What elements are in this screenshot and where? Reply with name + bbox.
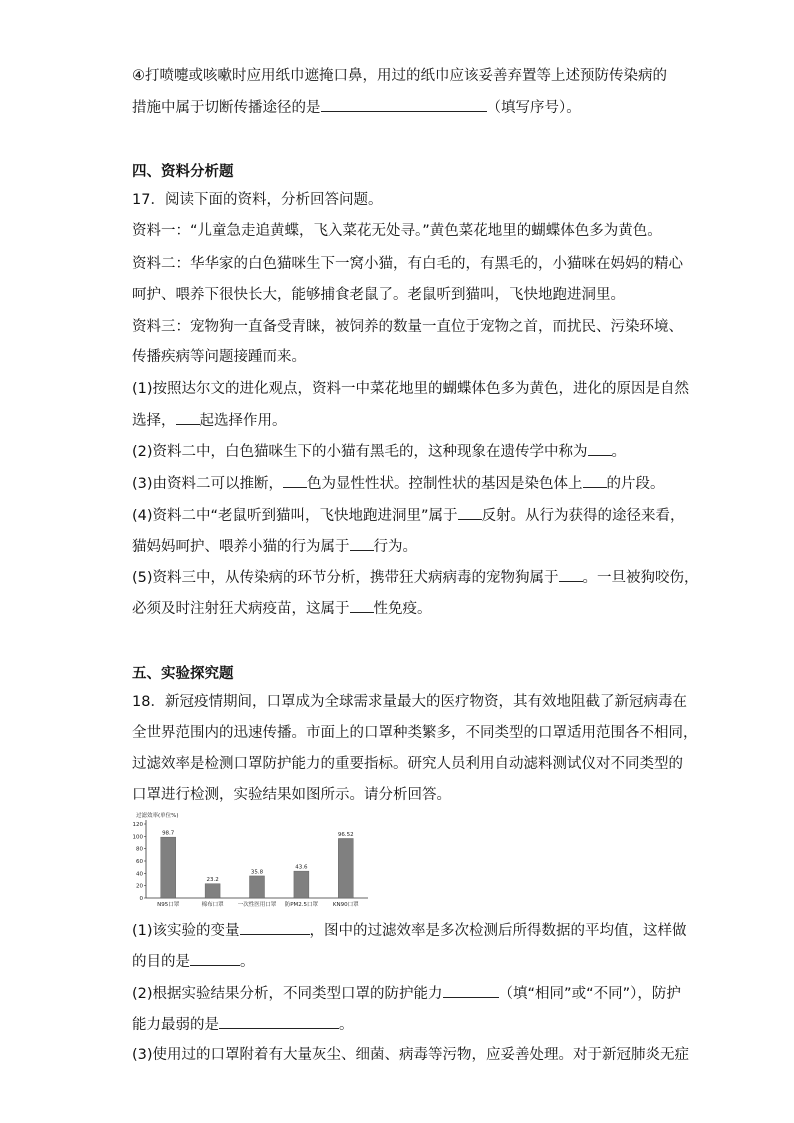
q18-sub1-text-d: 。 [240, 954, 255, 970]
answer-blank[interactable] [583, 473, 607, 488]
q18-sub1-line1 [132, 920, 687, 941]
filtration-efficiency-chart [132, 808, 372, 912]
q18-sub1-line2 [132, 951, 255, 972]
q17-sub4-line2 [132, 536, 417, 557]
answer-blank[interactable] [588, 441, 612, 456]
q17-sub4-line1 [132, 505, 685, 526]
q18-sub2-line1 [132, 983, 681, 1004]
x-category-label: 一次性医用口罩 [237, 902, 277, 908]
q18-sub2-text-a: (2)根据实验结果分析，不同类型口罩的防护能力 [132, 986, 443, 1002]
answer-blank[interactable] [559, 567, 583, 582]
bar [294, 871, 309, 898]
answer-blank[interactable] [321, 97, 487, 112]
answer-blank[interactable] [219, 1014, 339, 1029]
answer-blank[interactable] [240, 920, 310, 935]
q16-line1 [132, 66, 667, 86]
answer-blank[interactable] [350, 598, 374, 613]
q18-sub3-line1: (3)使用过的口罩附着有大量灰尘、细菌、病毒等污物，应妥善处理。对于新冠肺炎无症 [132, 1047, 690, 1063]
q17-sub1-text-a: 选择， [132, 413, 176, 429]
material3-line1: 资料三：宠物狗一直备受青睐，被饲养的数量一直位于宠物之首，而扰民、污染环境、 [132, 319, 683, 335]
material1: 资料一：“儿童急走追黄蝶，飞入菜花无处寻。”黄色菜花地里的蝴蝶体色多为黄色。 [132, 223, 662, 239]
q18-sub1-text-b: ，图中的过滤效率是多次检测后所得数据的平均值，这样做 [309, 923, 687, 939]
q17-sub5-text-b: 。一旦被狗咬伤， [582, 570, 699, 586]
q17-sub1-text-b: 起选择作用。 [199, 413, 287, 429]
y-tick-label: 40 [136, 871, 143, 878]
q17-sub3-text-c: 的片段。 [606, 476, 665, 492]
y-tick-label: 20 [136, 883, 143, 890]
x-category-label: KN90口罩 [332, 902, 359, 908]
answer-blank[interactable] [458, 505, 482, 520]
q16-text-2a: 措施中属于切断传播途径的是 [132, 100, 321, 116]
section5-title: 五、实验探究题 [132, 666, 234, 682]
q18-sub2-text-d: 。 [339, 1017, 354, 1033]
material3-line2: 传播疾病等问题接踵而来。 [132, 349, 306, 365]
q17-sub5-text-d: 性免疫。 [373, 601, 432, 617]
bar-value-label: 23.2 [206, 877, 219, 884]
q18-line4: 口罩进行检测，实验结果如图所示。请分析回答。 [132, 787, 451, 803]
bar-value-label: 43.6 [295, 864, 308, 871]
q18-sub1-text-c: 的目的是 [132, 954, 190, 970]
q16-text-1: ④打喷嚏或咳嗽时应用纸巾遮掩口鼻，用过的纸巾应该妥善弃置等上述预防传染病的 [132, 68, 667, 84]
material2-line2: 呵护、喂养下很快长大，能够捕食老鼠了。老鼠听到猫叫，飞快地跑进洞里。 [132, 287, 625, 303]
x-category-label: N95口罩 [157, 902, 180, 908]
section4-title: 四、资料分析题 [132, 164, 234, 180]
y-tick-label: 60 [136, 859, 143, 865]
q17-sub3-text-a: (3)由资料二可以推断， [132, 476, 284, 492]
q17-sub5-line1 [132, 567, 699, 588]
y-tick-label: 120 [132, 822, 143, 828]
q17-sub4-text-d: 行为。 [373, 539, 417, 555]
q17-sub5-text-a: (5)资料三中，从传染病的环节分析，携带狂犬病病毒的宠物狗属于 [132, 570, 559, 586]
bar [250, 876, 265, 898]
y-axis-title: 过滤效率(单位%) [136, 813, 179, 819]
bar-value-label: 98.7 [162, 830, 175, 837]
material2-line1: 资料二：华华家的白色猫咪生下一窝小猫，有白毛的，有黑毛的，小猫咪在妈妈的精心 [132, 256, 683, 272]
y-tick-label: 100 [132, 834, 143, 841]
bar-value-label: 96.52 [337, 831, 354, 838]
q17-sub2 [132, 441, 626, 462]
answer-blank[interactable] [350, 536, 374, 551]
answer-blank[interactable] [190, 951, 240, 966]
y-tick-label: 80 [136, 846, 143, 853]
answer-blank[interactable] [443, 983, 499, 998]
q17-intro: 17．阅读下面的资料，分析回答问题。 [132, 192, 383, 208]
q17-sub4-text-c: 猫妈妈呵护、喂养小猫的行为属于 [132, 539, 350, 555]
q18-line1: 18．新冠疫情期间，口罩成为全球需求量最大的医疗物资，其有效地阻截了新冠病毒在 [132, 694, 687, 710]
q18-sub2-text-b: （填“相同”或“不同”），防护 [498, 986, 681, 1002]
q17-sub4-text-a: (4)资料二中“老鼠听到猫叫，飞快地跑进洞里”属于 [132, 508, 458, 524]
chart-svg [132, 808, 372, 912]
x-category-label: 防PM2.5口罩 [284, 902, 319, 908]
q17-sub1-line1: (1)按照达尔文的进化观点，资料一中菜花地里的蝴蝶体色多为黄色，进化的原因是自然 [132, 381, 690, 397]
q17-sub4-text-b: 反射。从行为获得的途径来看， [481, 508, 685, 524]
bar-value-label: 35.8 [250, 869, 264, 876]
q17-sub1-line2 [132, 410, 287, 431]
q16-text-2b: （填写序号）。 [486, 100, 581, 116]
q17-sub2-text-a: (2)资料二中，白色猫咪生下的小猫有黑毛的，这种现象在遗传学中称为 [132, 444, 588, 460]
q17-sub5-text-c: 必须及时注射狂犬病疫苗，这属于 [132, 601, 350, 617]
y-tick-label: 0 [139, 896, 143, 902]
x-category-label: 棉布口罩 [201, 902, 224, 908]
q18-sub2-line2 [132, 1014, 354, 1035]
q18-line3: 过滤效率是检测口罩防护能力的重要指标。研究人员利用自动滤料测试仪对不同类型的 [132, 756, 683, 772]
q18-sub2-text-c: 能力最弱的是 [132, 1017, 219, 1033]
q18-sub1-text-a: (1)该实验的变量 [132, 923, 240, 939]
q18-line2: 全世界范围内的迅速传播。市面上的口罩种类繁多，不同类型的口罩适用范围各不相同， [132, 725, 698, 741]
bar [205, 884, 220, 898]
q17-sub3-text-b: 色为显性性状。控制性状的基因是染色体上 [307, 476, 583, 492]
q17-sub2-text-b: 。 [611, 444, 627, 460]
q17-sub5-line2 [132, 598, 432, 619]
bar [161, 837, 176, 898]
answer-blank[interactable] [176, 410, 200, 425]
answer-blank[interactable] [283, 473, 307, 488]
q17-sub3 [132, 473, 665, 494]
bar [338, 838, 353, 898]
q16-line2 [132, 97, 581, 118]
